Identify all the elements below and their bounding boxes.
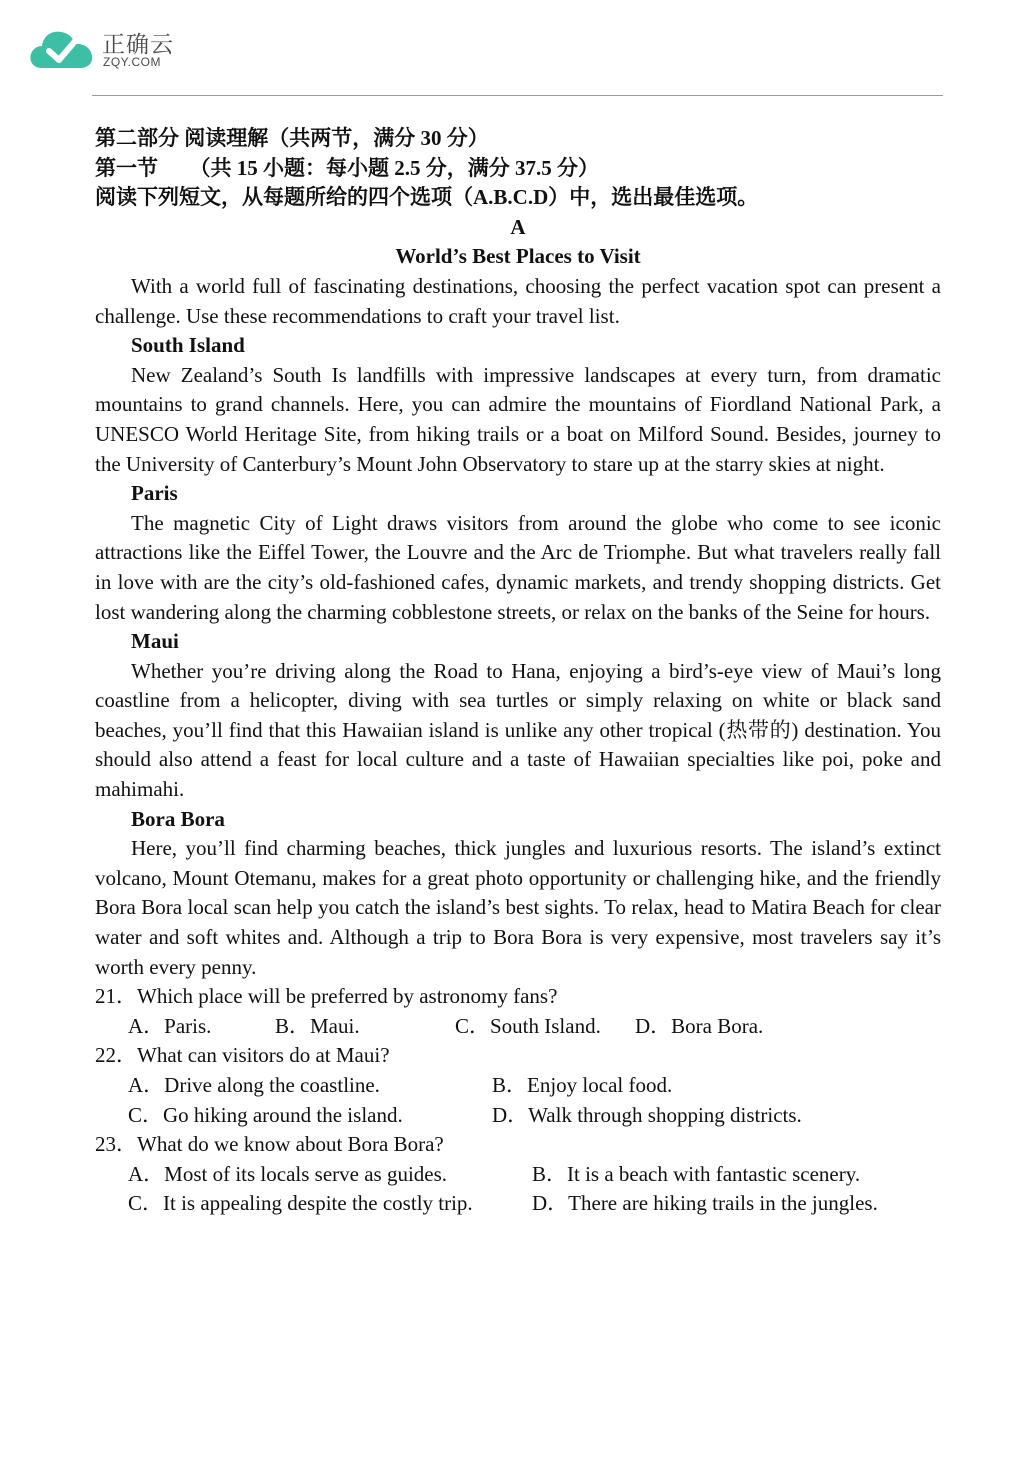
section-text-bora-bora: Here, you’ll find charming beaches, thick jungles and luxurious resorts. The island’s extinct volcano, Mount Otemanu, makes for a great photo opportunity or challenging hike, and the friendly Bora Bora local scan help you catch the island’s best sights. To relax, head to Matira Beach for clear water and soft whites and. Although a trip to Bora Bora is very expensive, most travelers say it’s worth every penny. bbox=[95, 836, 941, 979]
section-heading-south-island: South Island bbox=[131, 333, 245, 358]
option-a: A．Paris. bbox=[128, 1013, 212, 1038]
section-text-south-island: New Zealand’s South Is landfills with impressive landscapes at every turn, from dramatic mountains to grand channels. Here, you can admire the mountains of Fiordland National Park, a UNESCO World Heritage Site, from hiking trails or a boat on Milford Sound. Besides, journey to the University of Canterbury’s Mount John Observatory to stare up at the starry skies at night. bbox=[95, 362, 941, 476]
cloud-check-icon bbox=[28, 24, 98, 74]
question-21: 21．Which place will be preferred by astronomy fans? bbox=[95, 984, 558, 1009]
option-a: A．Drive along the coastline. bbox=[128, 1073, 380, 1097]
document-body bbox=[95, 124, 941, 1219]
option-a: A．Most of its locals serve as guides. bbox=[128, 1161, 448, 1186]
passage-title: World’s Best Places to Visit bbox=[395, 244, 641, 269]
option-d: D．There are hiking trails in the jungles. bbox=[532, 1191, 878, 1216]
passage-letter: A bbox=[510, 214, 526, 239]
section-heading-maui: Maui bbox=[131, 629, 179, 654]
option-c: C．It is appealing despite the costly trip. bbox=[128, 1191, 473, 1216]
option-c: C．South Island. bbox=[455, 1013, 601, 1038]
option-c: C．Go hiking around the island. bbox=[128, 1102, 403, 1127]
header-divider bbox=[92, 95, 943, 96]
options-row bbox=[95, 1189, 941, 1219]
options-row bbox=[95, 1160, 941, 1190]
option-b: B．It is a beach with fantastic scenery. bbox=[532, 1161, 861, 1186]
subsection-heading: 第一节 （共 15 小题：每小题 2.5 分，满分 37.5 分） bbox=[95, 155, 599, 180]
section-heading-bora-bora: Bora Bora bbox=[131, 806, 225, 831]
section-text-paris: The magnetic City of Light draws visitors from around the globe who come to see iconic attractions like the Eiffel Tower, the Louvre and the Arc de Triomphe. But what travelers really fall in love with are the city’s old-fashioned cafes, dynamic markets, and trendy shopping districts. Get lost wandering along the charming cobblestone streets, or relax on the banks of the Seine for hours. bbox=[95, 510, 941, 624]
option-d: D．Bora Bora. bbox=[635, 1013, 764, 1038]
section-heading-paris: Paris bbox=[131, 481, 178, 506]
question-23: 23．What do we know about Bora Bora? bbox=[95, 1132, 444, 1157]
logo bbox=[28, 24, 228, 76]
instructions: 阅读下列短文，从每题所给的四个选项（A.B.C.D）中，选出最佳选项。 bbox=[95, 185, 759, 210]
options-row bbox=[95, 1101, 941, 1131]
brand-name-cn: 正确云 bbox=[102, 32, 174, 58]
brand-name-en: ZQY.COM bbox=[103, 55, 161, 69]
option-d: D．Walk through shopping districts. bbox=[492, 1102, 802, 1127]
passage-intro: With a world full of fascinating destinations, choosing the perfect vacation spot can present a challenge. Use these recommendations to craft your travel list. bbox=[95, 273, 941, 328]
section-heading: 第二部分 阅读理解（共两节，满分 30 分） bbox=[95, 126, 489, 150]
section-text-maui: Whether you’re driving along the Road to Hana, enjoying a bird’s-eye view of Maui’s long coastline from a helicopter, diving with sea turtles or simply relaxing on white or black sand beaches, you’ll find that this Hawaiian island is unlike any other tropical (热带的) destination. You should also attend a feast for local culture and a taste of Hawaiian specialties like poi, poke and mahimahi. bbox=[95, 658, 941, 802]
option-b: B．Enjoy local food. bbox=[492, 1073, 673, 1097]
options-row bbox=[95, 1012, 941, 1042]
options-row bbox=[95, 1071, 941, 1101]
question-22: 22．What can visitors do at Maui? bbox=[95, 1043, 390, 1068]
option-b: B．Maui. bbox=[275, 1013, 360, 1038]
